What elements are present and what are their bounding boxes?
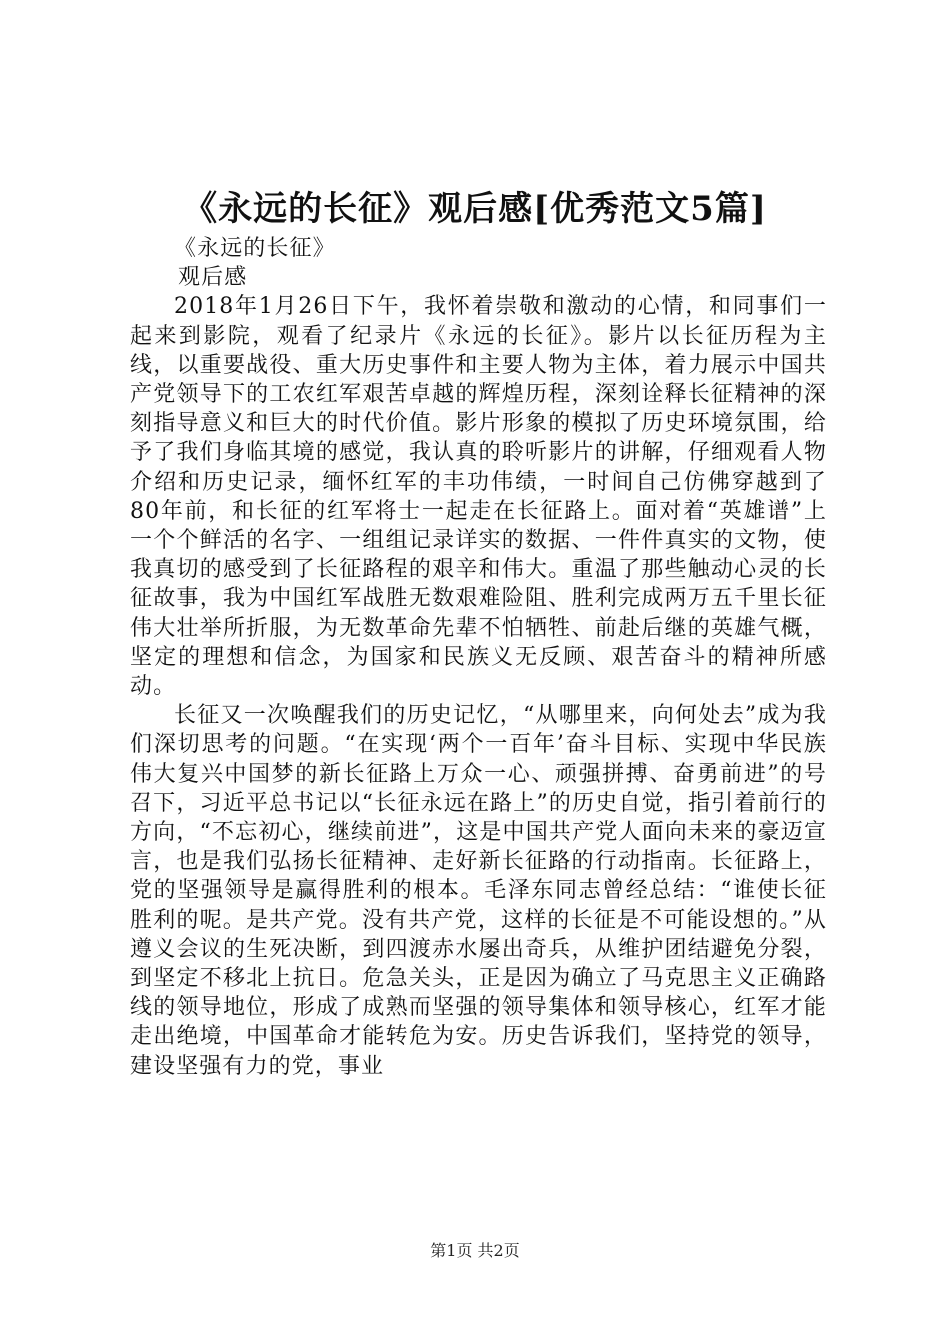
- subtitle-line-2: 观后感: [178, 265, 248, 291]
- document-title: 《永远的长征》观后感[优秀范文5篇]: [183, 189, 767, 229]
- document-body: [130, 234, 827, 1081]
- body-paragraph-2: 长征又一次唤醒我们的历史记忆，“从哪里来，向何处去”成为我们深切思考的问题。“在实现‘两个一百年’奋斗目标、实现中华民族伟大复兴中国梦的新长征路上万众一心、顽强拼搏、奋勇前进”的号召下，习近平总书记以“长征永远在路上”的历史自觉，指引着前行的方向，“不忘初心，继续前进”，这是中国共产党人面向未来的豪迈宣言，也是我们弘扬长征精神、走好新长征路的行动指南。长征路上，党的坚强领导是赢得胜利的根本。毛泽东同志曾经总结：“谁使长征胜利的呢。是共产党。没有共产党，这样的长征是不可能设想的。”从遵义会议的生死决断，到四渡赤水屡出奇兵，从维护团结避免分裂，到坚定不移北上抗日。危急关头，正是因为确立了马克思主义正确路线的领导地位，形成了成熟而坚强的领导集体和领导核心，红军才能走出绝境，中国革命才能转危为安。历史告诉我们，坚持党的领导，建设坚强有力的党，事业: [130, 703, 827, 1079]
- page-number-footer: 第1页 共2页: [430, 1241, 520, 1260]
- subtitle-line-1: 《永远的长征》: [174, 236, 336, 261]
- body-paragraph-1: 2018年1月26日下午，我怀着崇敬和激动的心情，和同事们一起来到影院，观看了纪录片《永远的长征》。影片以长征历程为主线，以重要战役、重大历史事件和主要人物为主体，着力展示中国共产党领导下的工农红军艰苦卓越的辉煌历程，深刻诠释长征精神的深刻指导意义和巨大的时代价值。影片形象的模拟了历史环境氛围，给予了我们身临其境的感觉，我认真的聆听影片的讲解，仔细观看人物介绍和历史记录，缅怀红军的丰功伟绩，一时间自己仿佛穿越到了80年前，和长征的红军将士一起走在长征路上。面对着“英雄谱”上一个个鲜活的名字、一组组记录详实的数据、一件件真实的文物，使我真切的感受到了长征路程的艰辛和伟大。重温了那些触动心灵的长征故事，我为中国红军战胜无数艰难险阻、胜利完成两万五千里长征伟大壮举所折服，为无数革命先辈不怕牺牲、前赴后继的英雄气概，坚定的理想和信念，为国家和民族义无反顾、艰苦奋斗的精神所感动。: [130, 294, 827, 700]
